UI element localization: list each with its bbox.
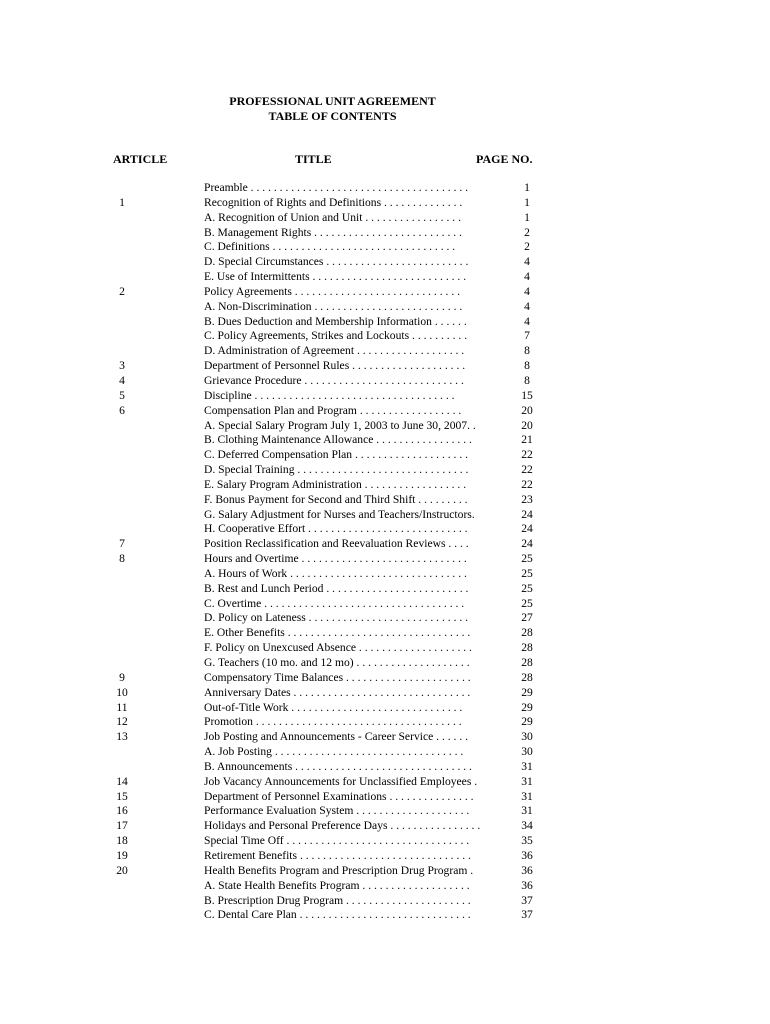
toc-row bbox=[0, 285, 770, 300]
toc-row bbox=[0, 537, 770, 552]
page-number: 30 bbox=[521, 745, 533, 759]
toc-row bbox=[0, 211, 770, 226]
column-header-title: TITLE bbox=[295, 152, 332, 166]
entry-title: Department of Personnel Rules . . . . . . . . . . . . . . . . . . . . bbox=[204, 359, 466, 373]
toc-list bbox=[0, 181, 770, 923]
entry-title: Compensation Plan and Program . . . . . . . . . . . . . . . . . . bbox=[204, 403, 462, 417]
toc-row bbox=[0, 478, 770, 493]
page-number: 21 bbox=[521, 433, 533, 447]
page-number: 2 bbox=[524, 240, 530, 254]
entry-title: G. Teachers (10 mo. and 12 mo) . . . . . . . . . . . . . . . . . . . . bbox=[204, 656, 470, 669]
entry-title: A. State Health Benefits Program . . . . . . . . . . . . . . . . . . . bbox=[204, 878, 470, 892]
page-number: 15 bbox=[521, 388, 533, 402]
page-number: 1 bbox=[524, 210, 530, 224]
entry-title: E. Salary Program Administration . . . . . . . . . . . . . . . . . . bbox=[204, 477, 467, 491]
toc-row bbox=[0, 790, 770, 805]
entry-title: F. Bonus Payment for Second and Third Shift . . . . . . . . . bbox=[204, 492, 468, 506]
article-number: 11 bbox=[116, 700, 128, 714]
page-number: 20 bbox=[521, 403, 533, 417]
page-number: 28 bbox=[521, 656, 533, 669]
toc-row bbox=[0, 552, 770, 567]
article-number: 12 bbox=[116, 715, 128, 729]
entry-title: Job Posting and Announcements - Career Service . . . . . . bbox=[204, 730, 469, 744]
toc-row bbox=[0, 879, 770, 894]
document-subtitle: TABLE OF CONTENTS bbox=[268, 109, 397, 123]
page-number: 36 bbox=[521, 878, 533, 892]
toc-row bbox=[0, 894, 770, 909]
toc-row bbox=[0, 300, 770, 315]
entry-title: C. Dental Care Plan . . . . . . . . . . . . . . . . . . . . . . . . . . . . . . bbox=[204, 908, 471, 922]
entry-title: B. Announcements . . . . . . . . . . . . . . . . . . . . . . . . . . . . . . . bbox=[204, 759, 472, 773]
entry-title: E. Use of Intermittents . . . . . . . . . . . . . . . . . . . . . . . . . . . bbox=[204, 270, 467, 284]
entry-title: A. Hours of Work . . . . . . . . . . . . . . . . . . . . . . . . . . . . . . . bbox=[204, 566, 467, 580]
article-number: 1 bbox=[119, 195, 125, 209]
toc-row bbox=[0, 344, 770, 359]
page-number: 31 bbox=[521, 789, 533, 803]
toc-row bbox=[0, 196, 770, 211]
page-number: 22 bbox=[521, 463, 533, 477]
toc-row bbox=[0, 582, 770, 597]
article-number: 17 bbox=[116, 819, 128, 833]
entry-title: E. Other Benefits . . . . . . . . . . . . . . . . . . . . . . . . . . . . . . . . bbox=[204, 626, 471, 640]
entry-title: Policy Agreements . . . . . . . . . . . . . . . . . . . . . . . . . . . . . bbox=[204, 284, 461, 298]
article-number: 7 bbox=[119, 537, 125, 551]
article-number: 16 bbox=[116, 804, 128, 818]
toc-row bbox=[0, 359, 770, 374]
article-number: 13 bbox=[116, 730, 128, 744]
entry-title: H. Cooperative Effort . . . . . . . . . . . . . . . . . . . . . . . . . . . . bbox=[204, 522, 468, 536]
entry-title: D. Special Circumstances . . . . . . . . . . . . . . . . . . . . . . . . . bbox=[204, 255, 469, 269]
page-number: 4 bbox=[524, 299, 530, 313]
page-number: 29 bbox=[521, 700, 533, 714]
toc-row bbox=[0, 419, 770, 434]
page-number: 4 bbox=[524, 284, 530, 298]
page-number: 24 bbox=[521, 522, 533, 536]
page-number: 35 bbox=[521, 834, 533, 848]
page-number: 8 bbox=[524, 373, 530, 387]
entry-title: B. Management Rights . . . . . . . . . . . . . . . . . . . . . . . . . . bbox=[204, 225, 462, 239]
page-number: 4 bbox=[524, 270, 530, 284]
toc-row bbox=[0, 656, 770, 671]
page-number: 25 bbox=[521, 596, 533, 610]
page-number: 22 bbox=[521, 448, 533, 462]
toc-row bbox=[0, 849, 770, 864]
entry-title: Department of Personnel Examinations . . . . . . . . . . . . . . . bbox=[204, 789, 474, 803]
toc-row bbox=[0, 315, 770, 330]
page-number: 27 bbox=[521, 611, 533, 625]
article-number: 19 bbox=[116, 848, 128, 862]
toc-row bbox=[0, 522, 770, 537]
page-number: 25 bbox=[521, 566, 533, 580]
page-number: 28 bbox=[521, 641, 533, 655]
page-number: 29 bbox=[521, 715, 533, 729]
toc-row bbox=[0, 760, 770, 775]
page-number: 4 bbox=[524, 314, 530, 328]
page-number: 37 bbox=[521, 908, 533, 922]
page-number: 1 bbox=[524, 181, 530, 194]
entry-title: Special Time Off . . . . . . . . . . . . . . . . . . . . . . . . . . . . . . . . bbox=[204, 834, 470, 848]
toc-row bbox=[0, 908, 770, 923]
page-number: 2 bbox=[524, 225, 530, 239]
entry-title: Hours and Overtime . . . . . . . . . . . . . . . . . . . . . . . . . . . . . bbox=[204, 552, 467, 566]
toc-row bbox=[0, 834, 770, 849]
entry-title: B. Clothing Maintenance Allowance . . . . . . . . . . . . . . . . . bbox=[204, 433, 472, 447]
toc-row bbox=[0, 819, 770, 834]
page-number: 4 bbox=[524, 255, 530, 269]
toc-row bbox=[0, 240, 770, 255]
entry-title: B. Dues Deduction and Membership Information . . . . . . bbox=[204, 314, 467, 328]
toc-row bbox=[0, 686, 770, 701]
column-header-article: ARTICLE bbox=[113, 152, 168, 166]
entry-title: B. Rest and Lunch Period . . . . . . . . . . . . . . . . . . . . . . . . . bbox=[204, 581, 469, 595]
page-number: 28 bbox=[521, 670, 533, 684]
toc-row bbox=[0, 611, 770, 626]
toc-row bbox=[0, 433, 770, 448]
article-number: 8 bbox=[119, 552, 125, 566]
entry-title: C. Policy Agreements, Strikes and Lockouts . . . . . . . . . . bbox=[204, 329, 468, 343]
page-number: 31 bbox=[521, 759, 533, 773]
column-header-page: PAGE NO. bbox=[476, 152, 533, 166]
article-number: 18 bbox=[116, 834, 128, 848]
entry-title: Grievance Procedure . . . . . . . . . . . . . . . . . . . . . . . . . . . . bbox=[204, 373, 464, 387]
toc-row bbox=[0, 389, 770, 404]
toc-row bbox=[0, 493, 770, 508]
entry-title: Recognition of Rights and Definitions . . . . . . . . . . . . . . bbox=[204, 195, 463, 209]
toc-row bbox=[0, 448, 770, 463]
page-number: 1 bbox=[524, 195, 530, 209]
toc-row bbox=[0, 463, 770, 478]
entry-title: A. Recognition of Union and Unit . . . . . . . . . . . . . . . . . bbox=[204, 210, 461, 224]
article-number: 4 bbox=[119, 373, 125, 387]
toc-row bbox=[0, 329, 770, 344]
page-number: 28 bbox=[521, 626, 533, 640]
article-number: 9 bbox=[119, 670, 125, 684]
entry-title: Retirement Benefits . . . . . . . . . . . . . . . . . . . . . . . . . . . . . . bbox=[204, 848, 471, 862]
entry-title: D. Policy on Lateness . . . . . . . . . . . . . . . . . . . . . . . . . . . . bbox=[204, 611, 469, 625]
entry-title: D. Administration of Agreement . . . . . . . . . . . . . . . . . . . bbox=[204, 344, 465, 358]
toc-row bbox=[0, 745, 770, 760]
toc-row bbox=[0, 508, 770, 523]
page-number: 20 bbox=[521, 418, 533, 432]
toc-row bbox=[0, 804, 770, 819]
entry-title: A. Job Posting . . . . . . . . . . . . . . . . . . . . . . . . . . . . . . . . . bbox=[204, 745, 464, 759]
article-number: 20 bbox=[116, 863, 128, 877]
toc-row bbox=[0, 626, 770, 641]
entry-title: Out-of-Title Work . . . . . . . . . . . . . . . . . . . . . . . . . . . . . . bbox=[204, 700, 463, 714]
toc-row bbox=[0, 701, 770, 716]
page-number: 23 bbox=[521, 492, 533, 506]
entry-title: Position Reclassification and Reevaluation Reviews . . . . bbox=[204, 537, 469, 551]
toc-row bbox=[0, 255, 770, 270]
toc-row bbox=[0, 270, 770, 285]
entry-title: B. Prescription Drug Program . . . . . . . . . . . . . . . . . . . . . . bbox=[204, 893, 471, 907]
article-number: 14 bbox=[116, 774, 128, 788]
page-number: 25 bbox=[521, 552, 533, 566]
toc-row bbox=[0, 730, 770, 745]
page-number: 22 bbox=[521, 477, 533, 491]
toc-row bbox=[0, 597, 770, 612]
toc-row bbox=[0, 775, 770, 790]
entry-title: Anniversary Dates . . . . . . . . . . . . . . . . . . . . . . . . . . . . . . . bbox=[204, 685, 471, 699]
toc-row bbox=[0, 715, 770, 730]
entry-title: A. Special Salary Program July 1, 2003 to June 30, 2007. . bbox=[204, 418, 476, 432]
entry-title: Job Vacancy Announcements for Unclassified Employees . bbox=[204, 774, 478, 788]
entry-title: Promotion . . . . . . . . . . . . . . . . . . . . . . . . . . . . . . . . . . . . bbox=[204, 715, 462, 729]
entry-title: Performance Evaluation System . . . . . . . . . . . . . . . . . . . . bbox=[204, 804, 470, 818]
entry-title: C. Definitions . . . . . . . . . . . . . . . . . . . . . . . . . . . . . . . . bbox=[204, 240, 456, 254]
article-number: 6 bbox=[119, 403, 125, 417]
document-title: PROFESSIONAL UNIT AGREEMENT bbox=[229, 94, 436, 108]
entry-title: G. Salary Adjustment for Nurses and Teachers/Instructors. bbox=[204, 507, 475, 521]
page-number: 8 bbox=[524, 344, 530, 358]
entry-title: F. Policy on Unexcused Absence . . . . . . . . . . . . . . . . . . . . bbox=[204, 641, 472, 655]
page-number: 36 bbox=[521, 848, 533, 862]
toc-row bbox=[0, 404, 770, 419]
page-number: 31 bbox=[521, 774, 533, 788]
toc-row bbox=[0, 864, 770, 879]
toc-row bbox=[0, 641, 770, 656]
toc-row bbox=[0, 226, 770, 241]
toc-row bbox=[0, 567, 770, 582]
entry-title: C. Overtime . . . . . . . . . . . . . . . . . . . . . . . . . . . . . . . . . . . bbox=[204, 596, 465, 610]
entry-title: A. Non-Discrimination . . . . . . . . . . . . . . . . . . . . . . . . . . bbox=[204, 299, 463, 313]
page-number: 34 bbox=[521, 819, 533, 833]
page-number: 31 bbox=[521, 804, 533, 818]
article-number: 15 bbox=[116, 789, 128, 803]
article-number: 2 bbox=[119, 284, 125, 298]
toc-row bbox=[0, 181, 770, 196]
page-number: 25 bbox=[521, 581, 533, 595]
entry-title: Preamble . . . . . . . . . . . . . . . . . . . . . . . . . . . . . . . . . . . . . . bbox=[204, 181, 469, 194]
page-number: 24 bbox=[521, 507, 533, 521]
entry-title: Holidays and Personal Preference Days . . . . . . . . . . . . . . . . bbox=[204, 819, 481, 833]
page-number: 7 bbox=[524, 329, 530, 343]
page-number: 37 bbox=[521, 893, 533, 907]
toc-row bbox=[0, 671, 770, 686]
article-number: 5 bbox=[119, 388, 125, 402]
article-number: 3 bbox=[119, 359, 125, 373]
page-number: 29 bbox=[521, 685, 533, 699]
page-number: 8 bbox=[524, 359, 530, 373]
entry-title: Discipline . . . . . . . . . . . . . . . . . . . . . . . . . . . . . . . . . . . bbox=[204, 388, 455, 402]
entry-title: C. Deferred Compensation Plan . . . . . . . . . . . . . . . . . . . . bbox=[204, 448, 469, 462]
entry-title: Health Benefits Program and Prescription Drug Program . bbox=[204, 863, 474, 877]
page-number: 24 bbox=[521, 537, 533, 551]
page-number: 36 bbox=[521, 863, 533, 877]
page-number: 30 bbox=[521, 730, 533, 744]
entry-title: D. Special Training . . . . . . . . . . . . . . . . . . . . . . . . . . . . . . bbox=[204, 463, 469, 477]
article-number: 10 bbox=[116, 685, 128, 699]
toc-row bbox=[0, 374, 770, 389]
entry-title: Compensatory Time Balances . . . . . . . . . . . . . . . . . . . . . . bbox=[204, 670, 471, 684]
